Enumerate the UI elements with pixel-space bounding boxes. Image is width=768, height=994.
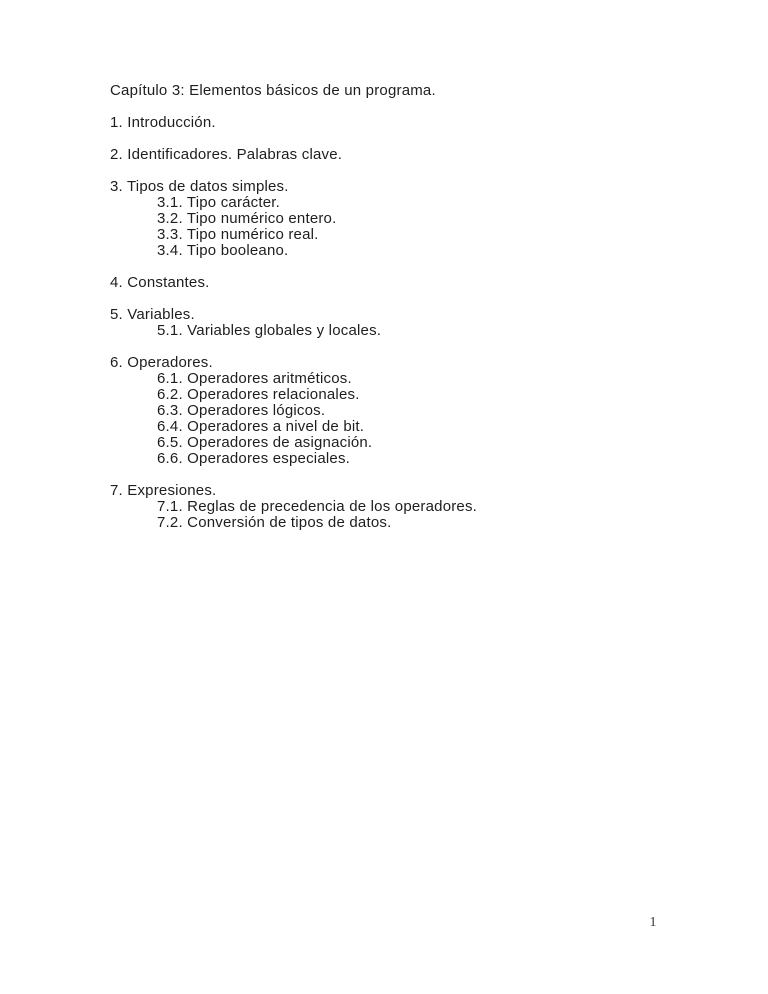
toc-subitem: 6.1. Operadores aritméticos. <box>157 370 352 387</box>
toc-subitem: 3.1. Tipo carácter. <box>157 194 281 211</box>
chapter-title: Capítulo 3: Elementos básicos de un programa. <box>110 82 436 99</box>
toc-item: 7. Expresiones. <box>110 482 217 499</box>
toc-section <box>110 275 690 291</box>
toc-section <box>110 179 690 259</box>
toc-section <box>110 147 690 163</box>
toc-subitem: 7.1. Reglas de precedencia de los operadores. <box>157 498 478 515</box>
toc-subitem: 3.2. Tipo numérico entero. <box>157 210 337 227</box>
toc-subitem: 6.5. Operadores de asignación. <box>157 434 373 451</box>
toc-subitem: 3.3. Tipo numérico real. <box>157 226 319 243</box>
toc-section <box>110 115 690 131</box>
toc-subitem: 6.3. Operadores lógicos. <box>157 402 326 419</box>
toc-subitem: 6.4. Operadores a nivel de bit. <box>157 418 365 435</box>
toc-sections <box>110 115 690 531</box>
toc-section <box>110 483 690 531</box>
toc-item: 1. Introducción. <box>110 114 216 131</box>
toc-item: 4. Constantes. <box>110 274 210 291</box>
toc-section <box>110 355 690 467</box>
toc-subitem: 3.4. Tipo booleano. <box>157 242 289 259</box>
toc-item: 3. Tipos de datos simples. <box>110 178 289 195</box>
toc-item: 5. Variables. <box>110 306 195 323</box>
toc-item: 6. Operadores. <box>110 354 213 371</box>
page-number: 1 <box>649 915 657 930</box>
toc-subitem: 6.6. Operadores especiales. <box>157 450 351 467</box>
toc-item: 2. Identificadores. Palabras clave. <box>110 146 343 163</box>
toc-section <box>110 307 690 339</box>
table-of-contents <box>110 83 690 531</box>
toc-subitem: 7.2. Conversión de tipos de datos. <box>157 514 392 531</box>
toc-subitem: 6.2. Operadores relacionales. <box>157 386 360 403</box>
toc-subitem: 5.1. Variables globales y locales. <box>157 322 382 339</box>
